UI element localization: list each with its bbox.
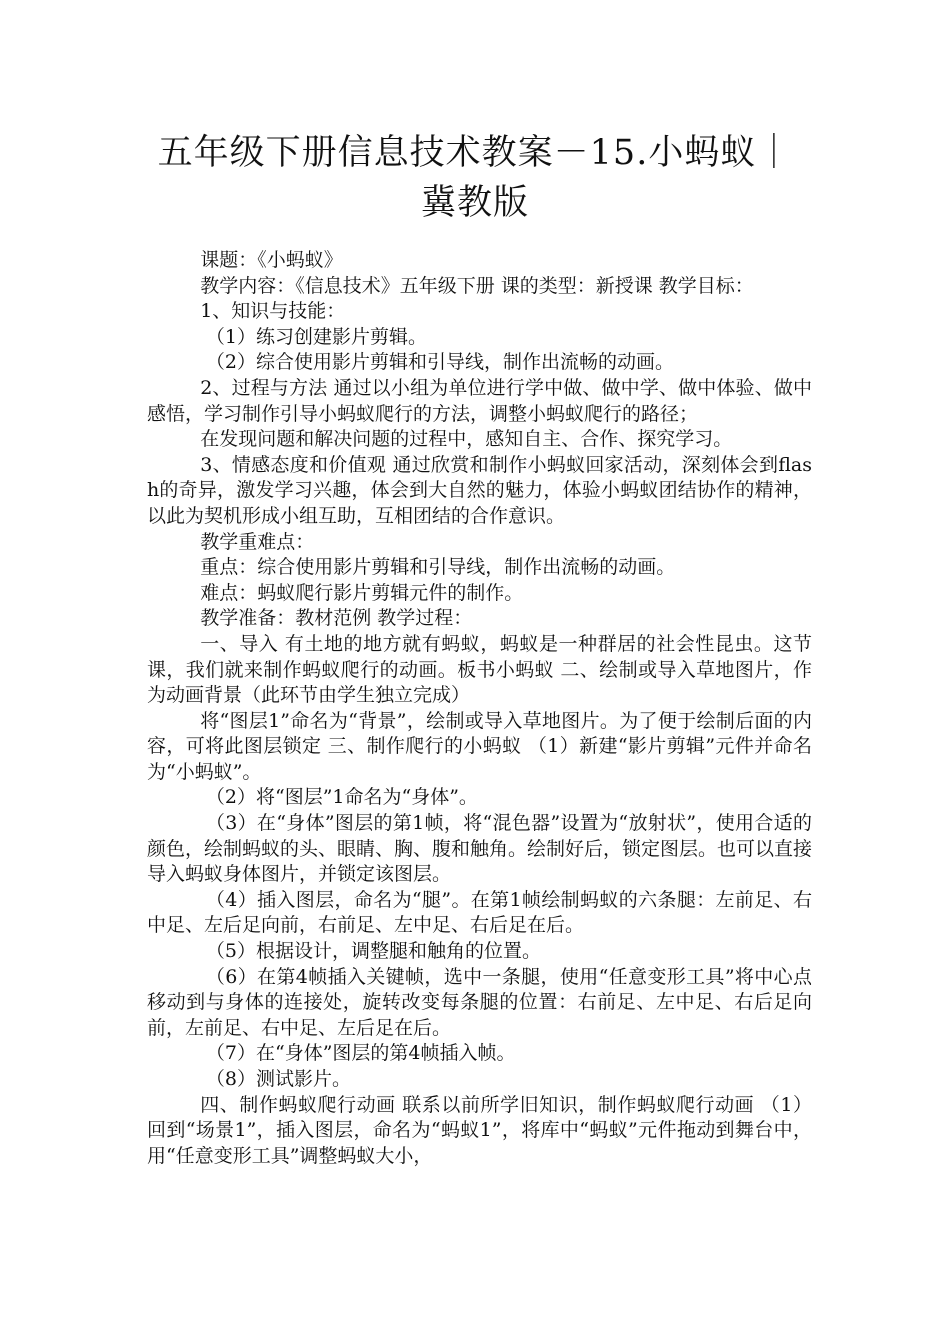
- paragraph-step-4: （4）插入图层，命名为“腿”。在第1帧绘制蚂蚁的六条腿：左前足、右中足、左后足向前，右前足、左中足、右后足在后。: [147, 888, 812, 937]
- paragraph-difficulty: 难点：蚂蚁爬行影片剪辑元件的制作。: [200, 581, 524, 604]
- paragraph-key-points-heading: 教学重难点：: [200, 530, 315, 553]
- paragraph-intro: 一、导入 有土地的地方就有蚂蚁，蚂蚁是一种群居的社会性昆虫。这节课，我们就来制作蚂蚁爬行的动画。板书小蚂蚁 二、绘制或导入草地图片，作为动画背景（此环节由学生独立完成）: [147, 632, 812, 707]
- paragraph-key-point: 重点：综合使用影片剪辑和引导线，制作出流畅的动画。: [200, 556, 676, 579]
- paragraph-preparation: 教学准备：教材范例 教学过程：: [200, 607, 473, 630]
- paragraph-crawl-animation: 四、制作蚂蚁爬行动画 联系以前所学旧知识，制作蚂蚁爬行动画 （1）回到“场景1”，插入图层，命名为“蚂蚁1”，将库中“蚂蚁”元件拖动到舞台中，用“任意变形工具”调整蚂蚁大小，: [147, 1093, 812, 1167]
- document-title: 五年级下册信息技术教案－15.小蚂蚁｜冀教版: [157, 133, 793, 223]
- paragraph-step-5: （5）根据设计，调整腿和触角的位置。: [205, 940, 541, 963]
- paragraph-step-7: （7）在“身体”图层的第4帧插入帧。: [205, 1042, 516, 1065]
- paragraph-knowledge-item-2: （2）综合使用影片剪辑和引导线，制作出流畅的动画。: [205, 351, 674, 374]
- paragraph-knowledge-heading: 1、知识与技能：: [200, 300, 346, 323]
- paragraph-content: 教学内容：《信息技术》五年级下册 课的类型：新授课 教学目标：: [200, 274, 754, 297]
- paragraph-step-3: （3）在“身体”图层的第1帧，将“混色器”设置为“放射状”，使用合适的颜色，绘制蚂蚁的头、眼睛、胸、腹和触角。绘制好后，锁定图层。也可以直接导入蚂蚁身体图片，并锁定该图层。: [147, 812, 813, 886]
- paragraph-step-2: （2）将“图层”1命名为“身体”。: [205, 786, 478, 809]
- paragraph-background: 将“图层1”命名为“背景”，绘制或导入草地图片。为了便于绘制后面的内容，可将此图层锁定 三、制作爬行的小蚂蚁 （1）新建“影片剪辑”元件并命名为“小蚂蚁”。: [147, 709, 812, 783]
- paragraph-knowledge-item-1: （1）练习创建影片剪辑。: [205, 325, 427, 348]
- paragraph-inquiry: 在发现问题和解决问题的过程中，感知自主、合作、探究学习。: [200, 428, 733, 451]
- paragraph-step-8: （8）测试影片。: [205, 1068, 351, 1090]
- paragraph-values: 3、情感态度和价值观 通过欣赏和制作小蚂蚁回家活动，深刻体会到flash的奇异，激发学习兴趣，体会到大自然的魅力，体验小蚂蚁团结协作的精神，以此为契机形成小组互助，互相团结的合作意识。: [147, 453, 812, 527]
- paragraph-step-6: （6）在第4帧插入关键帧，选中一条腿，使用“任意变形工具”将中心点移动到与身体的连接处，旋转改变每条腿的位置：右前足、左中足、右后足向前，左前足、右中足、左后足在后。: [147, 965, 812, 1039]
- paragraph-process-method: 2、过程与方法 通过以小组为单位进行学中做、做中学、做中体验、做中感悟，学习制作引导小蚂蚁爬行的方法，调整小蚂蚁爬行的路径；: [147, 376, 812, 425]
- paragraph-topic: 课题：《小蚂蚁》: [200, 249, 343, 271]
- document-body: [147, 248, 812, 1169]
